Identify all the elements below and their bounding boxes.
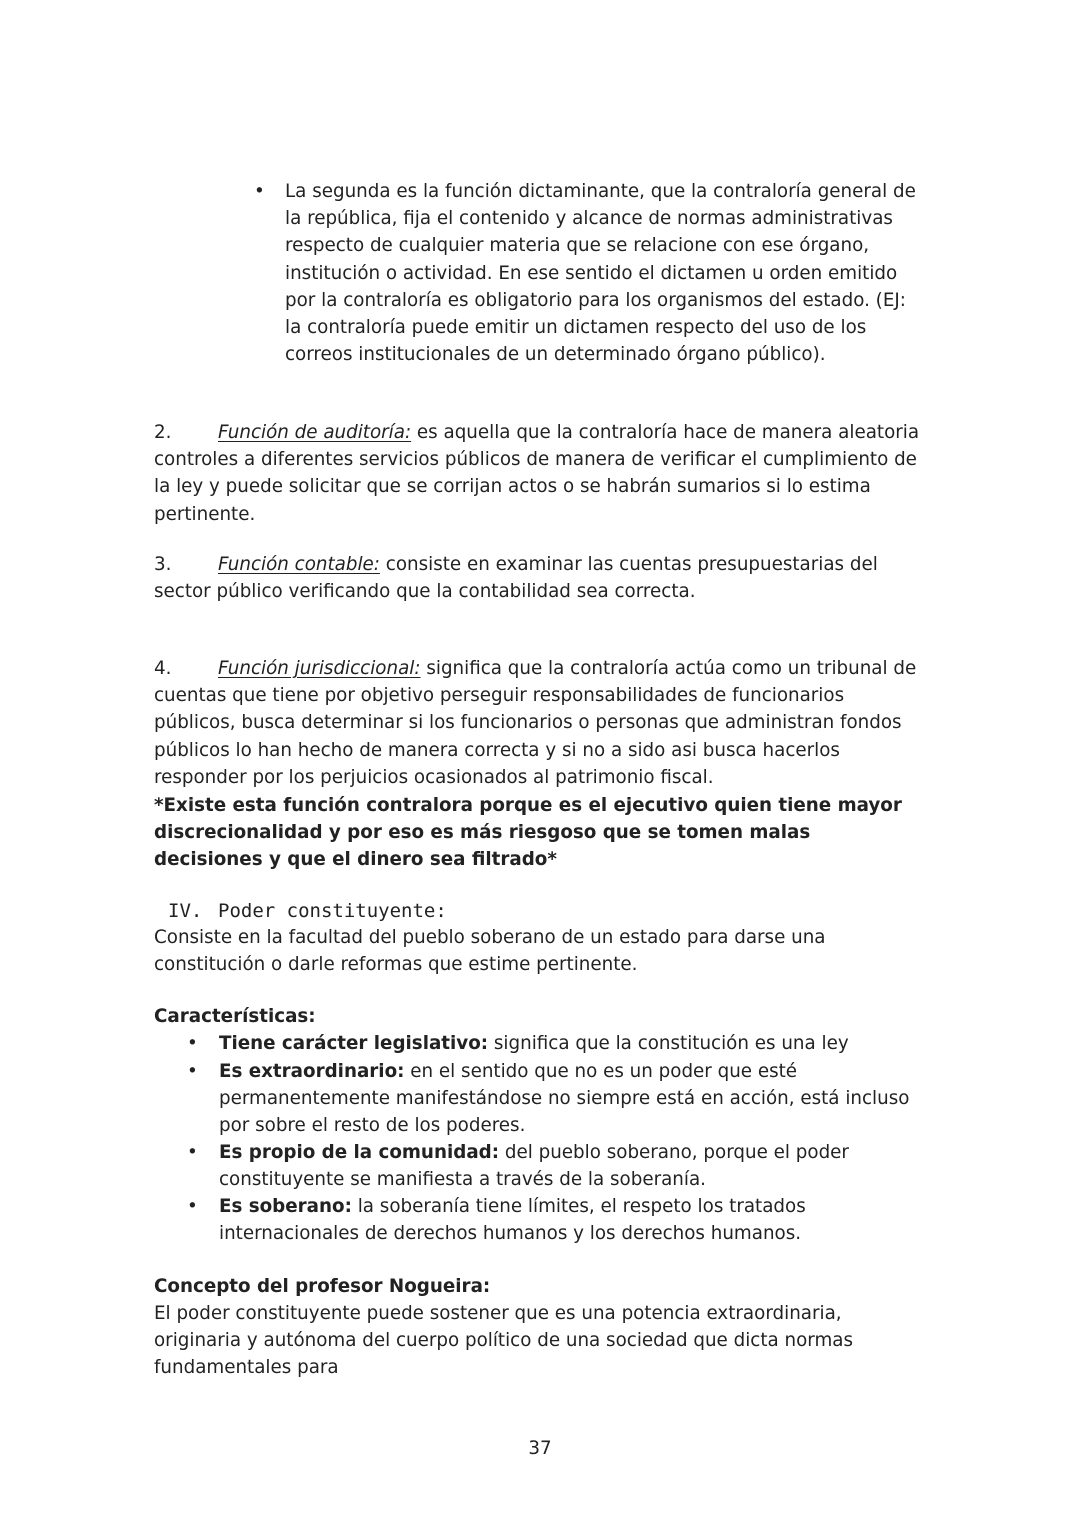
function-term: Función contable: — [218, 554, 380, 575]
characteristic-item — [219, 1030, 924, 1057]
section-heading — [168, 899, 447, 923]
section-intro: Consiste en la facultad del pueblo soberano de un estado para darse una constitución o darle reformas que estime pertinente. — [154, 927, 826, 976]
characteristic-text: la soberanía tiene límites, el respeto los tratados internacionales de derechos humanos y los derechos humanos. — [219, 1196, 806, 1245]
concept-heading — [154, 1273, 924, 1300]
bullet-marker: • — [187, 1142, 198, 1163]
function-number: 2. — [154, 422, 172, 443]
function-text: es aquella que la contraloría hace de manera aleatoria controles a diferentes servicios públicos de manera de verificar el cumplimiento de la ley y puede solicitar que se corrijan actos o se habrán sumarios si lo estima pertinente. — [154, 422, 920, 525]
concept-heading-text: Concepto del profesor Nogueira: — [154, 1276, 491, 1297]
characteristic-label: Es propio de la comunidad: — [219, 1142, 500, 1163]
note-text: *Existe esta función contralora porque es el ejecutivo quien tiene mayor discrecionalidad y por eso es más riesgoso que se tomen malas decisiones y que el dinero sea filtrado* — [154, 795, 902, 871]
bullet-marker: • — [187, 1033, 198, 1054]
characteristic-label: Es extraordinario: — [219, 1061, 405, 1082]
bullet-marker: • — [187, 1196, 198, 1217]
characteristic-item — [219, 1139, 924, 1193]
dictaminante-bullet-text: La segunda es la función dictaminante, que la contraloría general de la república, fija el contenido y alcance de normas administrativas respecto de cualquier materia que se relacione con ese órgano, institución o actividad. En ese sentido el dictamen u orden emitido por la contraloría es obligatorio para los organismos del estado. (EJ: la contraloría puede emitir un dictamen respecto del uso de los correos institucionales de un determinado órgano público). — [285, 181, 916, 366]
function-contable-paragraph — [154, 551, 924, 605]
page-number: 37 — [528, 1438, 552, 1459]
section-title: Poder constituyente: — [218, 900, 447, 922]
characteristics-heading-text: Características: — [154, 1006, 316, 1027]
section-roman-numeral: IV. — [168, 900, 203, 922]
concept-text: El poder constituyente puede sostener que es una potencia extraordinaria, originaria y autónoma del cuerpo político de una sociedad que dicta normas fundamentales para — [154, 1303, 854, 1379]
characteristic-text: del pueblo soberano, porque el poder constituyente se manifiesta a través de la soberanía. — [219, 1142, 849, 1191]
characteristics-heading — [154, 1003, 924, 1030]
characteristic-text: en el sentido que no es un poder que esté permanentemente manifestándose no siempre está en acción, está incluso por sobre el resto de los poderes. — [219, 1061, 910, 1137]
characteristic-label: Es soberano: — [219, 1196, 352, 1217]
bullet-marker: • — [187, 1061, 198, 1082]
bullet-marker: • — [254, 181, 265, 202]
characteristic-text: significa que la constitución es una ley — [488, 1033, 849, 1054]
function-term: Función jurisdiccional: — [218, 658, 421, 679]
function-number: 4. — [154, 658, 172, 679]
characteristic-label: Tiene carácter legislativo: — [219, 1033, 489, 1054]
characteristic-item — [219, 1193, 924, 1247]
function-auditoria-paragraph — [154, 419, 924, 528]
bold-note — [154, 792, 924, 874]
function-jurisdiccional-paragraph — [154, 655, 924, 791]
function-term: Función de auditoría: — [218, 422, 412, 443]
characteristic-item — [219, 1058, 924, 1140]
function-text: significa que la contraloría actúa como un tribunal de cuentas que tiene por objetivo perseguir responsabilidades de funcionarios públicos, busca determinar si los funcionarios o personas que administran fondos públicos lo han hecho de manera correcta y si no a sido asi busca hacerlos responder por los perjuicios ocasionados al patrimonio fiscal. — [154, 658, 917, 788]
function-text: consiste en examinar las cuentas presupuestarias del sector público verificando que la contabilidad sea correcta. — [154, 554, 878, 603]
function-number: 3. — [154, 554, 172, 575]
